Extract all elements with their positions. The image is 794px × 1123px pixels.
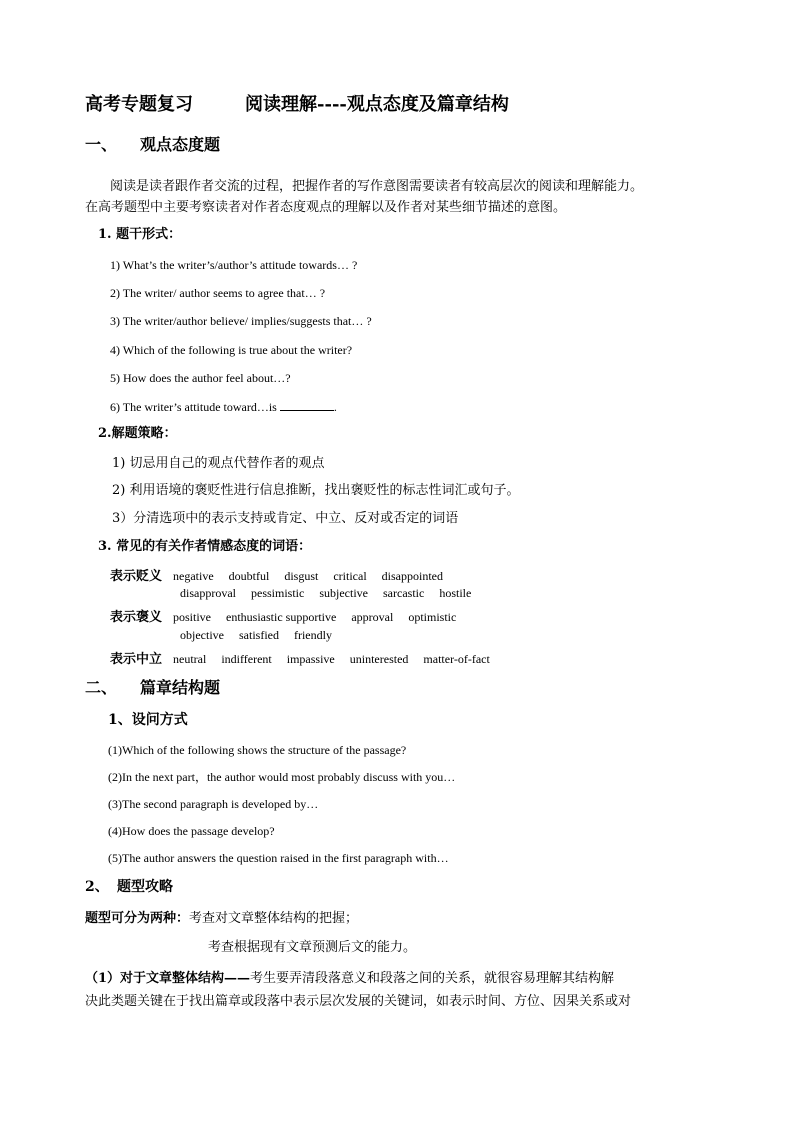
positive-words-row: [110, 608, 468, 624]
word-item: friendly: [293, 628, 332, 642]
word-item: pessimistic: [251, 586, 305, 600]
section2-number: 二、: [85, 678, 118, 697]
subheading-question-methods: 1、设问方式: [108, 712, 188, 728]
positive-words-line2: [180, 629, 344, 641]
subheading-strategies: 2.解题策略：: [98, 426, 177, 441]
positive-words-line1: [170, 610, 468, 624]
word-item: doubtful: [228, 569, 270, 583]
word-item: satisfied: [238, 628, 279, 642]
structure-question-4: (4)How does the passage develop?: [108, 824, 275, 838]
strategy-paragraph-rest: 考生要弄清段落意义和段落之间的关系，就很容易理解其结构解: [250, 971, 615, 986]
positive-label: 表示褒义: [110, 610, 163, 625]
section1-number: 一、: [85, 135, 118, 154]
word-item: impassive: [286, 652, 335, 666]
word-item: negative: [173, 569, 214, 583]
negative-words-line2: [180, 587, 483, 599]
question-form-5: 5) How does the author feel about…?: [110, 371, 291, 385]
structure-question-1: (1)Which of the following shows the structure of the passage?: [108, 743, 407, 757]
subheading-strategy: 题型攻略: [117, 879, 173, 895]
word-item: disapproval: [180, 586, 236, 600]
question-form-3: 3) The writer/author believe/ implies/suggests that… ?: [110, 314, 372, 328]
subheading-strategy-number: 2、: [85, 879, 109, 895]
question-type-2: 考查根据现有文章预测后文的能力。: [208, 940, 417, 955]
neutral-words-row: [110, 650, 502, 666]
structure-question-5: (5)The author answers the question raised in the first paragraph with…: [108, 851, 449, 865]
strategy-paragraph-lead: （1）对于文章整体结构——: [85, 971, 251, 986]
section1-intro-line2: 在高考题型中主要考察读者对作者态度观点的理解以及作者对某些细节描述的意图。: [85, 200, 567, 215]
word-item: disappointed: [381, 569, 443, 583]
word-item: objective: [180, 628, 224, 642]
word-item: matter-of-fact: [423, 652, 490, 666]
structure-question-3: (3)The second paragraph is developed by…: [108, 797, 319, 811]
strategy-1: 1) 切忌用自己的观点代替作者的观点: [112, 456, 325, 471]
doc-title-right: 阅读理解----观点态度及篇章结构: [245, 94, 509, 115]
word-item: indifferent: [221, 652, 272, 666]
negative-words-row: [110, 567, 455, 583]
section1-heading: 观点态度题: [140, 135, 221, 154]
neutral-words-line: [170, 652, 502, 666]
word-item: disgust: [284, 569, 319, 583]
subheading-question-forms: 1. 题干形式：: [98, 227, 182, 242]
section2-heading: 篇章结构题: [140, 678, 221, 697]
word-item: critical: [333, 569, 367, 583]
question-types-line1: [85, 912, 358, 925]
doc-title-left: 高考专题复习: [85, 94, 193, 115]
word-item: approval: [351, 610, 394, 624]
question-form-1: 1) What’s the writer’s/author’s attitude towards… ?: [110, 258, 358, 272]
strategy-2: 2) 利用语境的褒贬性进行信息推断，找出褒贬性的标志性词汇或句子。: [112, 483, 520, 498]
section1-intro-line1: 阅读是读者跟作者交流的过程，把握作者的写作意图需要读者有较高层次的阅读和理解能力。: [110, 179, 644, 194]
question-form-4: 4) Which of the following is true about the writer?: [110, 343, 353, 357]
strategy-paragraph-line2: 决此类题关键在于找出篇章或段落中表示层次发展的关键词，如表示时间、方位、因果关系或对: [85, 994, 632, 1009]
subheading-attitude-words: 3. 常见的有关作者情感态度的词语：: [98, 539, 312, 554]
question-form-6: [110, 400, 337, 413]
answer-blank: [280, 400, 334, 411]
word-item: sarcastic: [383, 586, 425, 600]
strategy-3: 3）分清选项中的表示支持或肯定、中立、反对或否定的词语: [112, 511, 459, 526]
structure-question-2: (2)In the next part，the author would most probably discuss with you…: [108, 770, 456, 784]
word-item: enthusiastic supportive: [226, 610, 337, 624]
word-item: hostile: [439, 586, 472, 600]
negative-words-line1: [170, 569, 455, 583]
word-item: neutral: [173, 652, 207, 666]
word-item: optimistic: [408, 610, 457, 624]
word-item: subjective: [319, 586, 368, 600]
question-form-2: 2) The writer/ author seems to agree that… ?: [110, 286, 326, 300]
question-form-6-end: .: [333, 400, 337, 414]
question-type-1: 考查对文章整体结构的把握；: [189, 911, 359, 926]
neutral-label: 表示中立: [110, 652, 163, 667]
word-item: uninterested: [349, 652, 409, 666]
strategy-paragraph-line1: [85, 972, 614, 985]
question-types-label: 题型可分为两种：: [85, 911, 190, 926]
word-item: positive: [173, 610, 211, 624]
negative-label: 表示贬义: [110, 569, 163, 584]
question-form-6-text: 6) The writer’s attitude toward…is: [110, 400, 277, 414]
